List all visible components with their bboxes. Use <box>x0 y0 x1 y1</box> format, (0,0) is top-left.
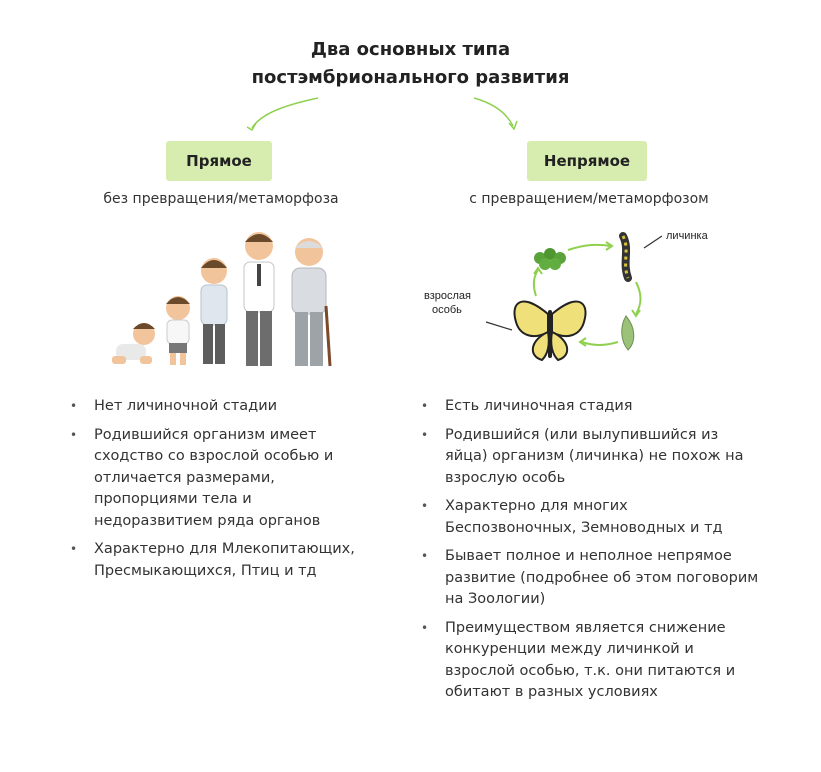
bullet-icon: • <box>421 399 429 413</box>
man-figure <box>244 232 274 366</box>
butterfly-figure <box>514 302 585 360</box>
indirect-points-list <box>421 396 761 711</box>
point-text: Есть личиночная стадия <box>445 398 633 414</box>
list-item <box>70 396 370 418</box>
chrysalis-figure <box>622 316 634 350</box>
title-line-1: Два основных типа <box>310 39 511 60</box>
bullet-icon: • <box>70 427 78 442</box>
title-line-2: постэмбрионального развития <box>251 67 570 88</box>
human-growth-illustration <box>104 226 344 372</box>
arrow-left <box>252 98 318 128</box>
butterfly-lifecycle-illustration <box>418 222 738 382</box>
list-item <box>421 396 761 418</box>
indirect-badge: Непрямое <box>527 141 647 181</box>
eggs-figure <box>534 248 566 270</box>
point-text: Преимуществом является снижение конкуренции между личинкой и взрослой особью, т.к. они питаются и обитают в разных условиях <box>445 619 736 700</box>
bullet-icon: • <box>421 549 429 563</box>
list-item <box>421 546 761 611</box>
arrow-left-head <box>247 123 256 130</box>
point-text: Бывает полное и неполное непрямое развитие (подробнее об этом поговорим на Зоологии) <box>445 548 759 607</box>
indirect-subtitle: с превращением/метаморфозом <box>469 191 709 207</box>
boy-figure <box>201 258 227 364</box>
list-item <box>421 425 761 490</box>
direct-points-list <box>70 396 370 589</box>
elder-figure <box>292 238 330 366</box>
bullet-icon: • <box>421 620 429 635</box>
point-text: Родившийся (или вылупившийся из яйца) организм (личинка) не похож на взрослую особь <box>445 426 744 486</box>
bullet-icon: • <box>70 399 78 413</box>
direct-badge: Прямое <box>166 141 272 181</box>
bullet-icon: • <box>421 427 429 442</box>
direct-subtitle: без превращения/метаморфоза <box>103 191 339 207</box>
point-text: Родившийся организм имеет сходство со взрослой особью и отличается размерами, пропорциями тела и недоразвитием ряда органов <box>94 426 334 529</box>
point-text: Характерно для Млекопитающих, Пресмыкающихся, Птиц и тд <box>94 541 355 579</box>
adult-label-line-1: взрослая <box>424 290 471 302</box>
caterpillar-figure <box>623 236 628 278</box>
toddler-figure <box>166 296 190 365</box>
bullet-icon: • <box>421 499 429 513</box>
point-text: Нет личиночной стадии <box>94 398 278 414</box>
baby-figure <box>112 323 155 364</box>
list-item <box>70 425 370 533</box>
arrow-right <box>474 98 513 126</box>
list-item <box>421 618 761 704</box>
bullet-icon: • <box>70 542 78 556</box>
point-text: Характерно для многих Беспозвоночных, Земноводных и тд <box>445 498 723 536</box>
list-item <box>421 496 761 539</box>
larva-label: личинка <box>666 230 708 242</box>
branch-arrows <box>0 0 821 140</box>
adult-label-line-2: особь <box>432 304 462 316</box>
list-item <box>70 539 370 582</box>
